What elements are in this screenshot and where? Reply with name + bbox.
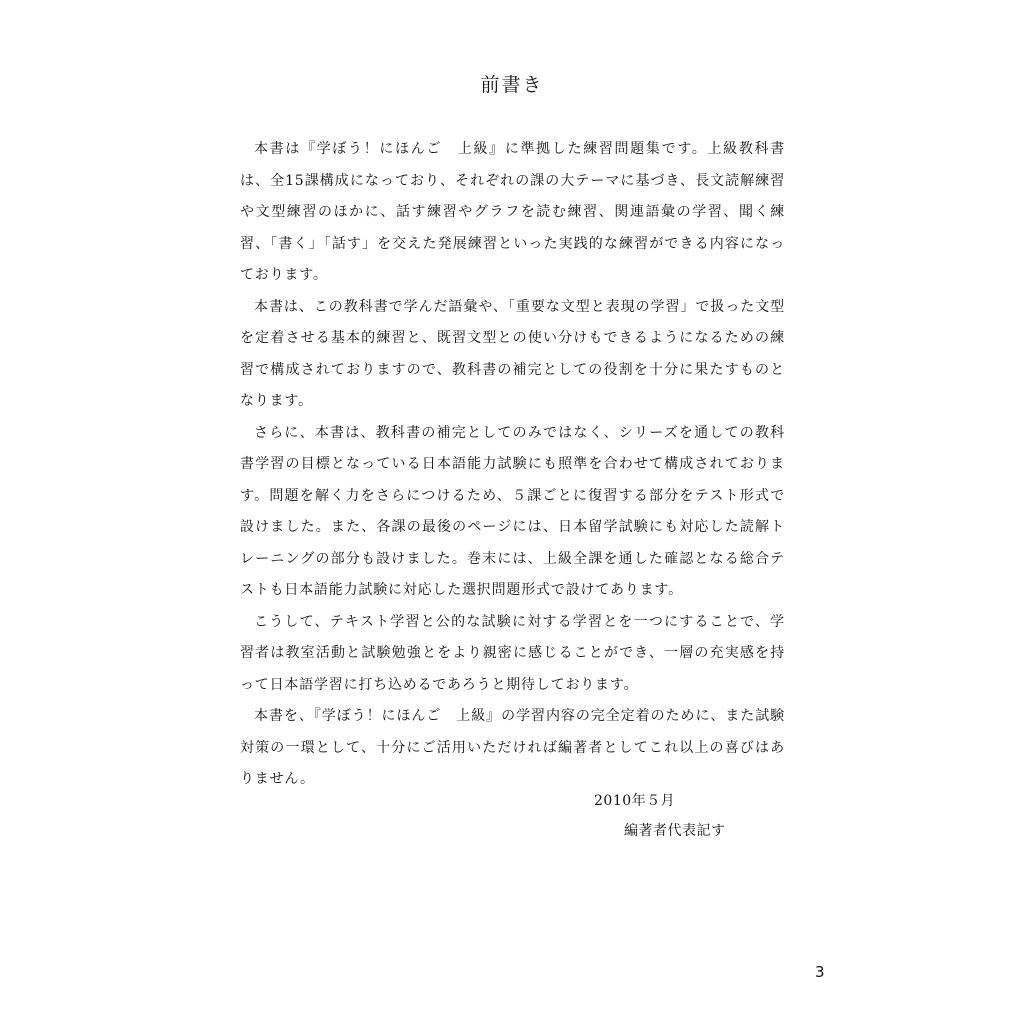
page-title: 前書き	[480, 74, 544, 96]
paragraph: こうして、テキスト学習と公的な試験に対する学習とを一つにすることで、学習者は教室活動と試験勉強とをより親密に感じることができ、一層の充実感を持って日本語学習に打ち込めるであろうと期待しております。	[240, 613, 785, 693]
paragraph: 本書を、『学ぼう！にほんご 上級』の学習内容の完全定着のために、また試験対策の一環として、十分にご活用いただければ編著者としてこれ以上の喜びはありません。	[240, 708, 785, 787]
date-line: 2010年５月	[594, 793, 676, 809]
preface-body	[240, 134, 785, 796]
author-signature: 編著者代表記す	[624, 823, 726, 839]
paragraph: さらに、本書は、教科書の補完としてのみではなく、シリーズを通しての教科書学習の目標となっている日本語能力試験にも照準を合わせて構成されております。問題を解く力をさらにつけるため、５課ごとに復習する部分をテスト形式で設けました。また、各課の最後のページには、日本留学試験にも対応した読解トレーニングの部分も設けました。巻末には、上級全課を通した確認となる総合テストも日本語能力試験に対応した選択問題形式で設けてあります。	[240, 424, 785, 598]
page-number: 3	[815, 963, 825, 981]
paragraph: 本書は『学ぼう！にほんご 上級』に準拠した練習問題集です。上級教科書は、全15課構成になっており、それぞれの課の大テーマに基づき、長文読解練習や文型練習のほかに、話す練習やグラフを読む練習、関連語彙の学習、聞く練習、「書く」「話す」を交えた発展練習といった実践的な練習ができる内容になっております。	[240, 141, 785, 283]
paragraph: 本書は、この教科書で学んだ語彙や、「重要な文型と表現の学習」で扱った文型を定着させる基本的練習と、既習文型との使い分けもできるようになるための練習で構成されておりますので、教科書の補完としての役割を十分に果たすものとなります。	[240, 298, 785, 409]
